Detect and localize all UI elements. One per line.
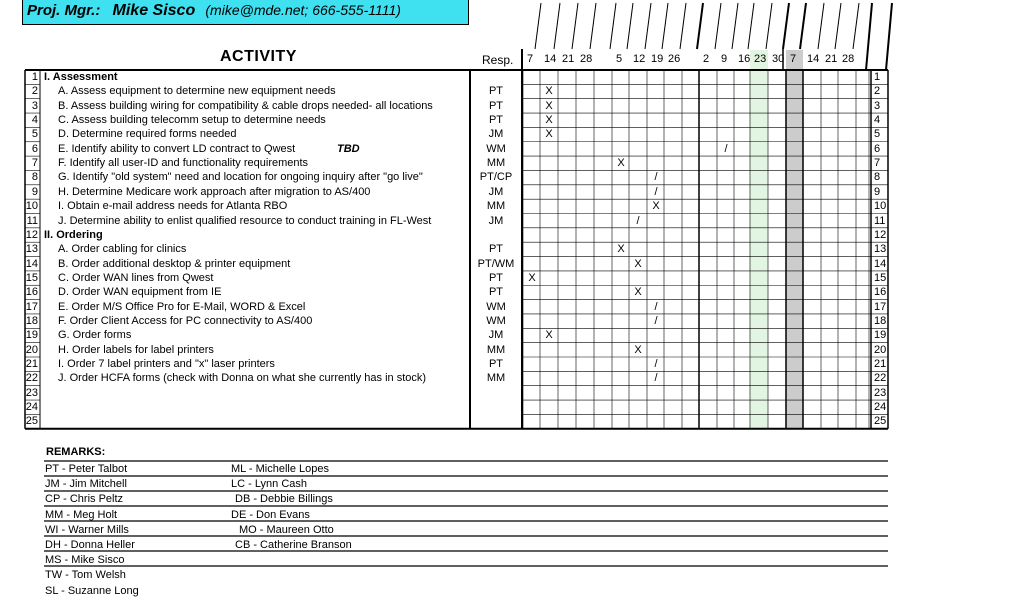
row-number-right: 10 xyxy=(874,200,887,213)
remarks-entry: ML - Michelle Lopes xyxy=(231,463,330,475)
week-date-header: 23 xyxy=(754,53,767,65)
schedule-mark-x: X xyxy=(634,286,642,299)
resp-code: PT xyxy=(488,243,504,256)
row-number-right: 19 xyxy=(874,329,887,342)
row-number-right: 24 xyxy=(874,401,887,414)
activity-tag: TBD xyxy=(337,142,360,155)
row-number-right: 2 xyxy=(874,85,881,98)
week-date-header: 7 xyxy=(790,53,797,65)
header-slant-line xyxy=(886,3,892,70)
row-number-right: 12 xyxy=(874,228,887,241)
schedule-mark-x: X xyxy=(634,257,642,270)
header-slant-line xyxy=(662,3,668,49)
row-number: 19 xyxy=(25,329,38,342)
schedule-mark-x: X xyxy=(652,200,660,213)
remarks-entry: TW - Tom Welsh xyxy=(45,569,126,582)
row-number-right: 22 xyxy=(874,372,887,385)
resp-heading: Resp. xyxy=(482,53,514,67)
remarks-entry: WI - Warner Mills xyxy=(45,523,129,536)
header-slant-line xyxy=(535,3,541,49)
activity-text: D. Order WAN equipment from IE xyxy=(58,286,222,299)
row-number: 4 xyxy=(31,114,38,127)
highlight-column-green xyxy=(750,50,768,429)
week-date-header: 16 xyxy=(738,53,751,65)
header-slant-line xyxy=(818,3,824,49)
schedule-mark-x: X xyxy=(545,85,553,98)
row-number: 20 xyxy=(25,343,38,356)
header-slant-line xyxy=(800,3,806,49)
resp-code: PT xyxy=(488,286,504,299)
row-number: 3 xyxy=(31,99,38,112)
row-number: 13 xyxy=(25,243,38,256)
activity-text: G. Identify "old system" need and location for ongoing inquiry after "go live" xyxy=(58,171,423,184)
schedule-mark-slash: / xyxy=(654,358,658,370)
remarks-entry: CP - Chris Peltz xyxy=(45,493,124,506)
remarks-entry: DE - Don Evans xyxy=(231,508,310,521)
row-number-right: 25 xyxy=(874,415,887,428)
remarks-entry: LC - Lynn Cash xyxy=(231,478,308,491)
activity-text: D. Determine required forms needed xyxy=(58,128,237,141)
header-slant-line xyxy=(783,3,789,49)
schedule-mark-x: X xyxy=(545,128,553,141)
header-slant-line xyxy=(853,3,859,49)
resp-code: PT xyxy=(488,85,504,98)
week-date-header: 9 xyxy=(721,53,728,65)
row-number-right: 23 xyxy=(874,386,887,399)
resp-code: MM xyxy=(486,157,506,170)
row-number: 11 xyxy=(26,214,38,227)
row-number: 9 xyxy=(31,185,38,198)
remarks-entry: MM - Meg Holt xyxy=(45,508,118,521)
activity-text: I. Assessment xyxy=(44,71,118,83)
remarks-heading: REMARKS: xyxy=(46,446,106,458)
remarks-entry: SL - Suzanne Long xyxy=(45,584,139,597)
header-slant-line xyxy=(627,3,633,49)
schedule-mark-x: X xyxy=(545,329,553,342)
schedule-mark-x: X xyxy=(528,271,536,284)
row-number: 21 xyxy=(25,358,38,370)
row-number: 1 xyxy=(31,71,38,83)
resp-code: WM xyxy=(486,300,506,313)
row-number-right: 15 xyxy=(874,271,887,284)
schedule-mark-slash: / xyxy=(654,372,658,385)
week-date-header: 21 xyxy=(562,53,575,65)
week-date-header: 30 xyxy=(772,53,785,65)
row-number: 25 xyxy=(25,415,38,428)
schedule-mark-slash: / xyxy=(654,314,658,327)
resp-code: JM xyxy=(488,329,504,342)
header-slant-line xyxy=(590,3,596,49)
activity-text: F. Identify all user-ID and functionality requirements xyxy=(58,157,309,170)
header-slant-line xyxy=(715,3,721,49)
resp-code: PT xyxy=(488,358,504,370)
row-number-right: 13 xyxy=(874,243,887,256)
schedule-mark-slash: / xyxy=(636,214,640,227)
week-date-header: 19 xyxy=(651,53,664,65)
row-number-right: 3 xyxy=(874,99,881,112)
highlight-column-gray xyxy=(786,50,803,429)
activity-text: II. Ordering xyxy=(44,228,103,241)
activity-text: B. Order additional desktop & printer equipment xyxy=(58,257,291,270)
row-number-right: 16 xyxy=(874,286,887,299)
week-date-header: 28 xyxy=(842,53,855,65)
row-number-right: 1 xyxy=(874,71,881,83)
activity-text: A. Order cabling for clinics xyxy=(58,243,187,256)
header-slant-line xyxy=(766,3,772,49)
week-date-header: 7 xyxy=(527,53,534,65)
row-number-right: 21 xyxy=(874,358,887,370)
header-slant-line xyxy=(866,3,872,70)
row-number-right: 17 xyxy=(874,300,887,313)
row-number: 10 xyxy=(25,200,38,213)
activity-text: J. Order HCFA forms (check with Donna on what she currently has in stock) xyxy=(58,372,427,385)
resp-code: PT xyxy=(488,271,504,284)
row-number: 6 xyxy=(31,142,38,155)
activity-text: E. Identify ability to convert LD contract to Qwest xyxy=(58,142,296,155)
schedule-mark-slash: / xyxy=(654,171,658,184)
resp-code: PT xyxy=(488,114,504,127)
row-number: 15 xyxy=(25,271,38,284)
header-slant-line xyxy=(610,3,616,49)
week-date-header: 5 xyxy=(616,53,623,65)
activity-text: F. Order Client Access for PC connectivity to AS/400 xyxy=(58,314,313,327)
resp-code: MM xyxy=(486,200,506,213)
row-number: 18 xyxy=(25,314,38,327)
schedule-mark-slash: / xyxy=(654,300,658,313)
schedule-mark-slash: / xyxy=(654,185,658,198)
schedule-mark-x: X xyxy=(545,99,553,112)
activity-text: I. Order 7 label printers and "x" laser printers xyxy=(58,358,275,370)
activity-text: C. Order WAN lines from Qwest xyxy=(58,271,214,284)
resp-code: MM xyxy=(486,372,506,385)
week-date-header: 26 xyxy=(668,53,681,65)
row-number-right: 7 xyxy=(874,157,881,170)
remarks-entry: MO - Maureen Otto xyxy=(239,523,334,536)
header-slant-line xyxy=(835,3,841,49)
resp-code: JM xyxy=(488,185,504,198)
row-number-right: 6 xyxy=(874,142,881,155)
schedule-mark-x: X xyxy=(634,343,642,356)
header-slant-line xyxy=(572,3,578,49)
row-number-right: 8 xyxy=(874,171,881,184)
header-slant-line xyxy=(554,3,560,49)
header-slant-line xyxy=(697,3,703,49)
remarks-entry: CB - Catherine Branson xyxy=(235,539,352,551)
row-number: 16 xyxy=(25,286,38,299)
schedule-mark-slash: / xyxy=(724,142,728,155)
row-number-right: 9 xyxy=(874,185,881,198)
remarks-entry: DB - Debbie Billings xyxy=(235,493,333,506)
row-number: 23 xyxy=(25,386,38,399)
activity-text: C. Assess building telecomm setup to determine needs xyxy=(58,114,326,127)
resp-code: PT xyxy=(488,99,504,112)
row-number-right: 18 xyxy=(874,314,887,327)
row-number: 17 xyxy=(25,300,38,313)
resp-code: PT/CP xyxy=(479,171,513,184)
project-manager-label: Proj. Mgr.: xyxy=(27,2,101,19)
activity-text: H. Determine Medicare work approach after migration to AS/400 xyxy=(58,185,371,198)
activity-text: A. Assess equipment to determine new equipment needs xyxy=(58,85,336,98)
row-number: 12 xyxy=(25,228,38,241)
remarks-entry: MS - Mike Sisco xyxy=(45,554,125,567)
row-number: 7 xyxy=(31,157,38,170)
project-manager-name: Mike Sisco xyxy=(112,2,196,19)
week-date-header: 21 xyxy=(825,53,838,65)
week-date-header: 28 xyxy=(580,53,593,65)
resp-code: PT/WM xyxy=(477,257,515,270)
week-date-header: 2 xyxy=(703,53,710,65)
activity-text: J. Determine ability to enlist qualified resource to conduct training in FL-West xyxy=(58,214,432,227)
row-number-right: 20 xyxy=(874,343,887,356)
resp-code: MM xyxy=(486,343,506,356)
remarks-entry: DH - Donna Heller xyxy=(45,539,135,551)
row-number: 22 xyxy=(25,372,38,385)
schedule-mark-x: X xyxy=(617,243,625,256)
row-number-right: 11 xyxy=(874,214,886,227)
remarks-entry: PT - Peter Talbot xyxy=(45,463,128,475)
row-number-right: 14 xyxy=(874,257,887,270)
resp-code: JM xyxy=(488,214,504,227)
header-slant-line xyxy=(748,3,754,49)
row-number: 14 xyxy=(25,257,38,270)
resp-code: JM xyxy=(488,128,504,141)
row-number-right: 5 xyxy=(874,128,881,141)
activity-text: G. Order forms xyxy=(58,329,132,342)
row-number: 8 xyxy=(31,171,38,184)
schedule-mark-x: X xyxy=(617,157,625,170)
activity-text: E. Order M/S Office Pro for E-Mail, WORD & Excel xyxy=(58,300,306,313)
header-slant-line xyxy=(732,3,738,49)
remarks-entry: JM - Jim Mitchell xyxy=(45,478,127,491)
week-date-header: 14 xyxy=(807,53,820,65)
header-slant-line xyxy=(680,3,686,49)
resp-code: WM xyxy=(486,142,506,155)
row-number: 2 xyxy=(31,85,38,98)
resp-code: WM xyxy=(486,314,506,327)
row-number: 5 xyxy=(31,128,38,141)
week-date-header: 12 xyxy=(633,53,646,65)
schedule-mark-x: X xyxy=(545,114,553,127)
activity-text: B. Assess building wiring for compatibility & cable drops needed- all locations xyxy=(58,99,433,112)
header-slant-line xyxy=(645,3,651,49)
row-number: 24 xyxy=(25,401,38,414)
activity-heading: ACTIVITY xyxy=(220,48,297,65)
week-date-header: 14 xyxy=(544,53,557,65)
row-number-right: 4 xyxy=(874,114,881,127)
activity-text: H. Order labels for label printers xyxy=(58,343,214,356)
project-manager-contact: (mike@mde.net; 666-555-1111) xyxy=(205,2,401,18)
activity-text: I. Obtain e-mail address needs for Atlanta RBO xyxy=(58,200,288,213)
